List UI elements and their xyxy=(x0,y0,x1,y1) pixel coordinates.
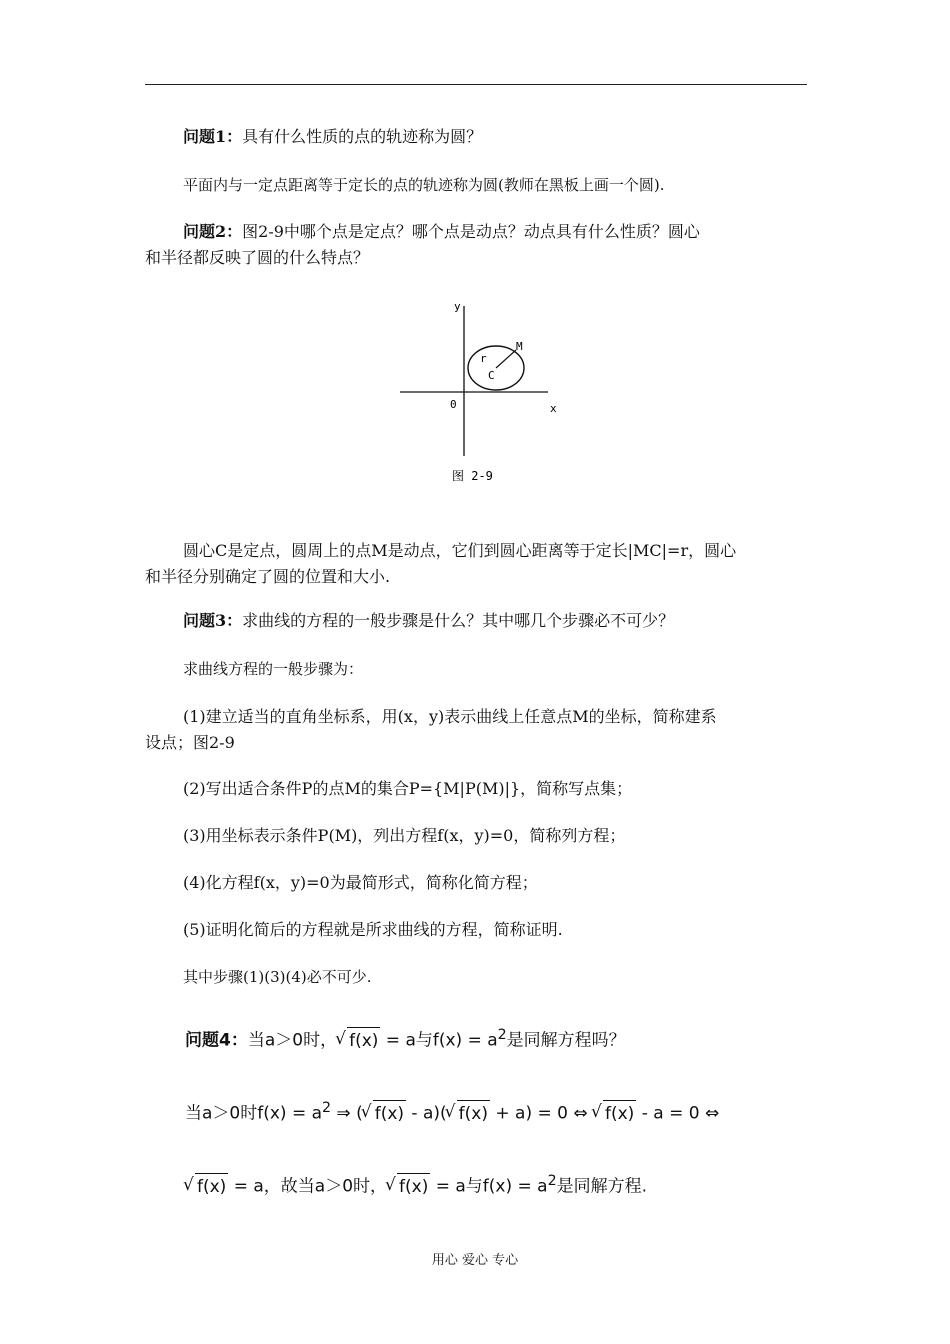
step-5-text: 证明化简后的方程就是所求曲线的方程，简称证明. xyxy=(205,920,563,939)
answer-4-l1-sup: 2 xyxy=(322,1100,332,1116)
answer-4-l1-arrow: ⇒ ( xyxy=(331,1103,363,1124)
answer-4-l1-end: - a = 0 ⇔ xyxy=(636,1103,720,1124)
radius-line xyxy=(496,350,516,368)
page-footer: 用心 爱心 专心 xyxy=(431,1253,519,1268)
question-4-pre: 当a＞0时， xyxy=(247,1030,338,1051)
question-3-label: 问题3： xyxy=(183,611,243,630)
answer-4-l1-pre: 当a＞0时f(x) = a xyxy=(185,1103,323,1124)
x-axis-label: x xyxy=(550,402,557,415)
answer-2-line2: 和半径分别确定了圆的位置和大小. xyxy=(145,567,391,586)
question-4-post: 是同解方程吗？ xyxy=(506,1030,626,1051)
step-2-num: (2) xyxy=(183,779,206,798)
answer-4-l2-sup: 2 xyxy=(547,1173,557,1189)
answer-4-line2 xyxy=(185,1168,847,1200)
question-2-text: 图2-9中哪个点是定点？哪个点是动点？动点具有什么性质？圆心 xyxy=(242,222,700,241)
step-4-num: (4) xyxy=(183,873,206,892)
step-1-line2: 设点；图2-9 xyxy=(145,733,235,752)
step-3-num: (3) xyxy=(183,826,206,845)
question-3-text: 求曲线的方程的一般步骤是什么？其中哪几个步骤必不可少？ xyxy=(242,611,675,630)
step-1-text: 建立适当的直角坐标系，用(x，y)表示曲线上任意点M的坐标，简称建系 xyxy=(205,707,717,726)
step-1-num: (1) xyxy=(183,707,206,726)
answer-4-l1-sqrt2: √ f(x) xyxy=(457,1100,490,1127)
answer-2-line1: 圆心C是定点，圆周上的点M是动点，它们到圆心距离等于定长|MC|=r，圆心 xyxy=(183,541,737,560)
answer-4-l2-t1: = a，故当a＞0时， xyxy=(228,1176,388,1197)
center-c-label: C xyxy=(488,369,495,382)
step-3-text: 用坐标表示条件P(M)，列出方程f(x，y)=0，简称列方程； xyxy=(205,826,626,845)
step-5 xyxy=(145,917,807,943)
answer-4-l1-m2: + a) = 0 ⇔ xyxy=(489,1103,593,1124)
step-4-text: 化方程f(x，y)=0为最简形式，简称化简方程； xyxy=(205,873,538,892)
figure-2-9 xyxy=(400,296,570,496)
step-5-num: (5) xyxy=(183,920,206,939)
question-4-mid: = a与f(x) = a xyxy=(380,1030,498,1051)
step-3 xyxy=(145,823,807,849)
figure-caption: 图 2-9 xyxy=(452,469,493,483)
answer-4-l1-m1: - a)( xyxy=(406,1103,447,1124)
answer-4-l2-t2: = a与f(x) = a xyxy=(430,1176,548,1197)
origin-label: 0 xyxy=(450,398,457,411)
step-1 xyxy=(145,704,807,730)
question-2-label: 问题2： xyxy=(183,222,243,241)
answer-4-l1-sqrt1: √ f(x) xyxy=(373,1100,406,1127)
y-axis-label: y xyxy=(454,300,461,313)
question-3 xyxy=(145,608,807,634)
question-4-label: 问题4： xyxy=(185,1030,248,1051)
answer-1: 平面内与一定点距离等于定长的点的轨迹称为圆(教师在黑板上画一个圆). xyxy=(183,176,665,194)
question-2 xyxy=(145,219,807,245)
step-4 xyxy=(145,870,807,896)
step-2 xyxy=(145,776,807,802)
question-2-line2: 和半径都反映了圆的什么特点？ xyxy=(145,248,370,267)
answer-4-l2-t3: 是同解方程. xyxy=(556,1176,647,1197)
question-1-text: 具有什么性质的点的轨迹称为圆？ xyxy=(242,127,483,146)
answer-4-line1 xyxy=(185,1095,847,1127)
step-2-text: 写出适合条件P的点M的集合P={M|P(M)|}，简称写点集； xyxy=(205,779,633,798)
answer-3-intro: 求曲线方程的一般步骤为： xyxy=(183,660,364,678)
answer-4-l2-sqrt1: √ f(x) xyxy=(195,1173,228,1200)
header-rule xyxy=(145,84,807,85)
answer-4-l1-sqrt3: √ f(x) xyxy=(603,1100,636,1127)
question-4-sqrt: √ f(x) xyxy=(347,1027,380,1054)
question-1 xyxy=(145,124,807,150)
question-4 xyxy=(185,1022,847,1054)
question-4-sup: 2 xyxy=(497,1027,507,1043)
point-m-label: M xyxy=(516,340,523,353)
answer-3-note: 其中步骤(1)(3)(4)必不可少. xyxy=(183,968,372,986)
answer-4-l2-sqrt2: √ f(x) xyxy=(397,1173,430,1200)
radius-label: r xyxy=(480,352,487,365)
question-1-label: 问题1： xyxy=(183,127,243,146)
